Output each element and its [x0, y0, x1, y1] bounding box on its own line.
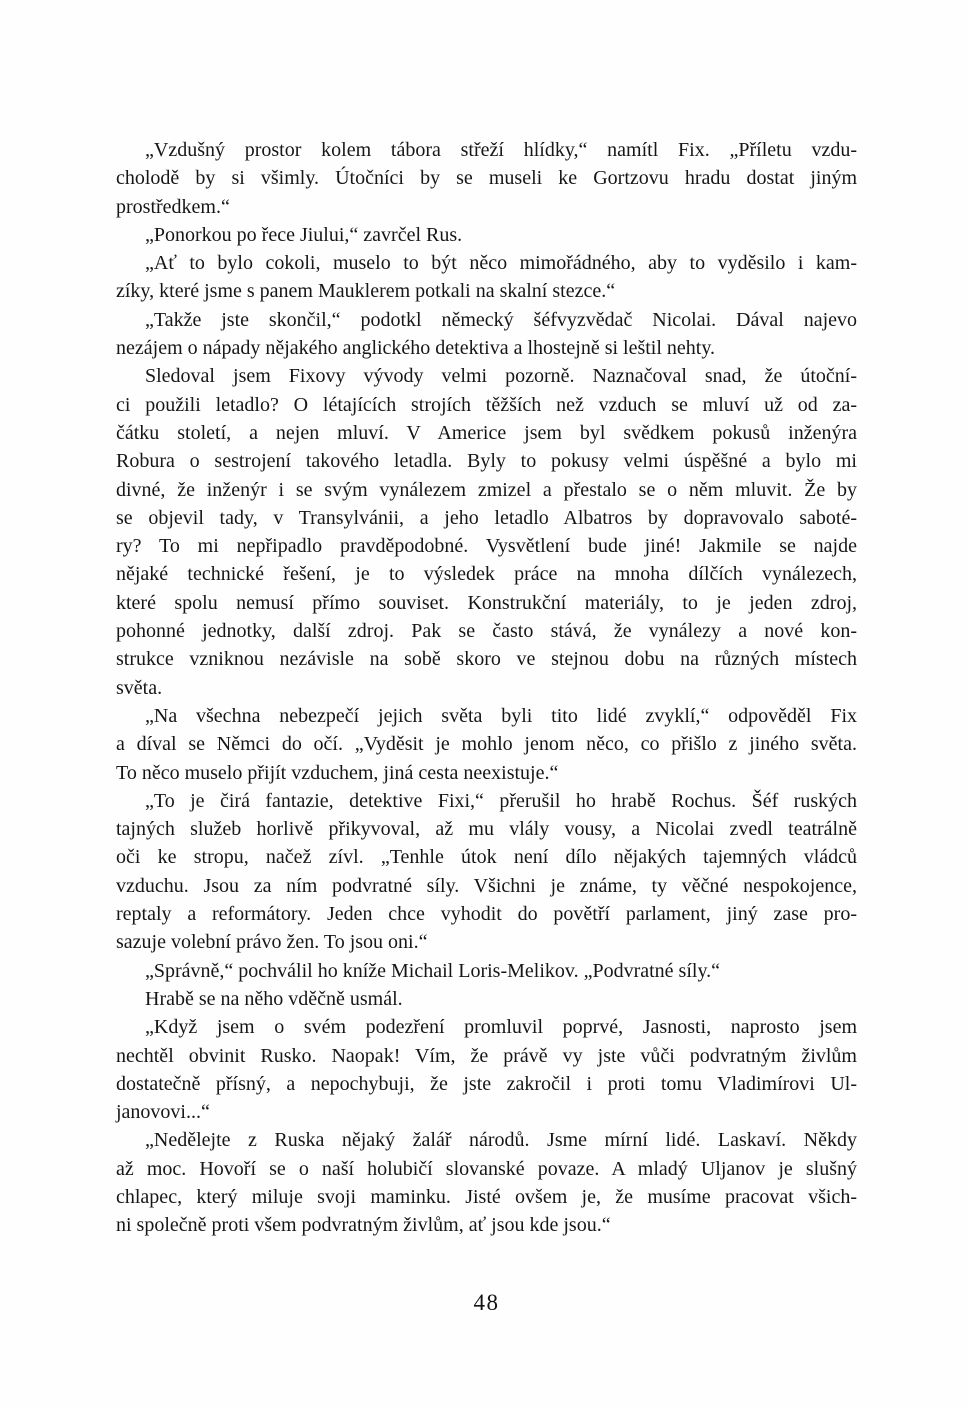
text-line: reptaly a reformátory. Jeden chce vyhodit do povětří parlament, jiný zase pro-: [116, 903, 857, 926]
text-line: až moc. Hovoří se o naší holubičí slovanské povaze. A mladý Uljanov je slušný: [116, 1157, 857, 1180]
paragraph: [116, 787, 857, 957]
text-line: chlapec, který miluje svoji maminku. Jisté ovšem je, že musíme pracovat všich-: [116, 1185, 857, 1208]
paragraph: [116, 957, 857, 985]
text-line: sazuje volební právo žen. To jsou oni.“: [116, 931, 428, 954]
text-line: „Nedělejte z Ruska nějaký žalář národů. Jsme mírní lidé. Laskaví. Někdy: [145, 1129, 857, 1152]
text-line: zíky, které jsme s panem Mauklerem potkali na skalní stezce.“: [116, 280, 616, 303]
text-line: tajných služeb horlivě přikyvoval, až mu vlály vousy, a Nicolai zvedl teatrálně: [116, 818, 857, 841]
text-block: [116, 136, 857, 1240]
text-line: se objevil tady, v Transylvánii, a jeho letadlo Albatros by dopravovalo saboté-: [116, 506, 857, 529]
paragraph: [116, 362, 857, 702]
text-line: světa.: [116, 676, 163, 699]
text-line: dostatečně přísný, a nepochybuji, že jste zakročil i proti tomu Vladimírovi Ul-: [116, 1072, 857, 1095]
text-line: vzduchu. Jsou za ním podvratné síly. Všichni je známe, ty věčné nespokojence,: [116, 874, 857, 897]
text-line: ci použili letadlo? O létajících strojích těžších než vzduch se mluví už od za-: [116, 393, 857, 416]
paragraph: [116, 702, 857, 787]
text-line: nechtěl obvinit Rusko. Naopak! Vím, že právě vy jste vůči podvratným živlům: [116, 1044, 857, 1067]
text-line: „Takže jste skončil,“ podotkl německý šéfvyzvědač Nicolai. Dával najevo: [145, 308, 857, 331]
text-line: To něco muselo přijít vzduchem, jiná cesta neexistuje.“: [116, 761, 559, 784]
text-line: čátku století, a nejen mluví. V Americe jsem byl svědkem pokusů inženýra: [116, 421, 857, 444]
text-line: strukce vzniknou nezávisle na sobě skoro ve stejnou dobu na různých místech: [116, 648, 857, 671]
paragraph: [116, 306, 857, 363]
text-line: nezájem o nápady nějakého anglického detektiva a lhostejně si leštil nehty.: [116, 337, 716, 360]
text-line: které spolu nemusí přímo souviset. Konstrukční materiály, to je jeden zdroj,: [116, 591, 857, 614]
text-line: „Když jsem o svém podezření promluvil poprvé, Jasnosti, naprosto jsem: [145, 1016, 857, 1039]
text-line: prostředkem.“: [116, 195, 230, 218]
text-line: Hrabě se na něho vděčně usmál.: [145, 987, 403, 1010]
paragraph: [116, 136, 857, 221]
text-line: cholodě by si všimly. Útočníci by se museli ke Gortzovu hradu dostat jiným: [116, 167, 857, 190]
text-line: „Na všechna nebezpečí jejich světa byli tito lidé zvyklí,“ odpověděl Fix: [145, 704, 857, 727]
text-line: Sledoval jsem Fixovy vývody velmi pozorně. Naznačoval snad, že útoční-: [145, 365, 857, 388]
text-line: „Ponorkou po řece Jiului,“ zavrčel Rus.: [145, 223, 463, 246]
text-line: „Vzdušný prostor kolem tábora střeží hlídky,“ namítl Fix. „Příletu vzdu-: [145, 139, 857, 161]
paragraph: [116, 1126, 857, 1239]
text-line: „To je čirá fantazie, detektive Fixi,“ přerušil ho hrabě Rochus. Šéf ruských: [145, 789, 857, 812]
paragraph: [116, 985, 857, 1013]
text-line: pohonné jednotky, další zdroj. Pak se často stává, že vynálezy a nové kon-: [116, 620, 857, 643]
text-line: a díval se Němci do očí. „Vyděsit je mohlo jenom něco, co přišlo z jiného světa.: [116, 733, 857, 756]
paragraph: [116, 1013, 857, 1126]
paragraph: [116, 249, 857, 306]
text-line: oči ke stropu, načež zívl. „Tenhle útok není dílo nějakých tajemných vládců: [116, 846, 857, 869]
text-line: janovovi...“: [116, 1101, 210, 1124]
text-line: nějaké technické řešení, je to výsledek práce na mnoha dílčích vynálezech,: [116, 563, 857, 586]
text-line: „Správně,“ pochválil ho kníže Michail Loris-Melikov. „Podvratné síly.“: [145, 959, 721, 982]
paragraph: [116, 221, 857, 249]
text-line: divné, že inženýr i se svým vynálezem zmizel a přestalo se o něm mluvit. Že by: [116, 478, 857, 501]
text-line: ni společně proti všem podvratným živlům, ať jsou kde jsou.“: [116, 1214, 611, 1237]
text-line: „Ať to bylo cokoli, muselo to být něco mimořádného, aby to vyděsilo i kam-: [145, 252, 857, 275]
text-line: Robura o sestrojení takového letadla. Byly to pokusy velmi úspěšné a bylo mi: [116, 450, 857, 473]
text-line: ry? To mi nepřipadlo pravděpodobné. Vysvětlení bude jiné! Jakmile se najde: [116, 535, 857, 558]
page-number: 48: [473, 1289, 500, 1315]
